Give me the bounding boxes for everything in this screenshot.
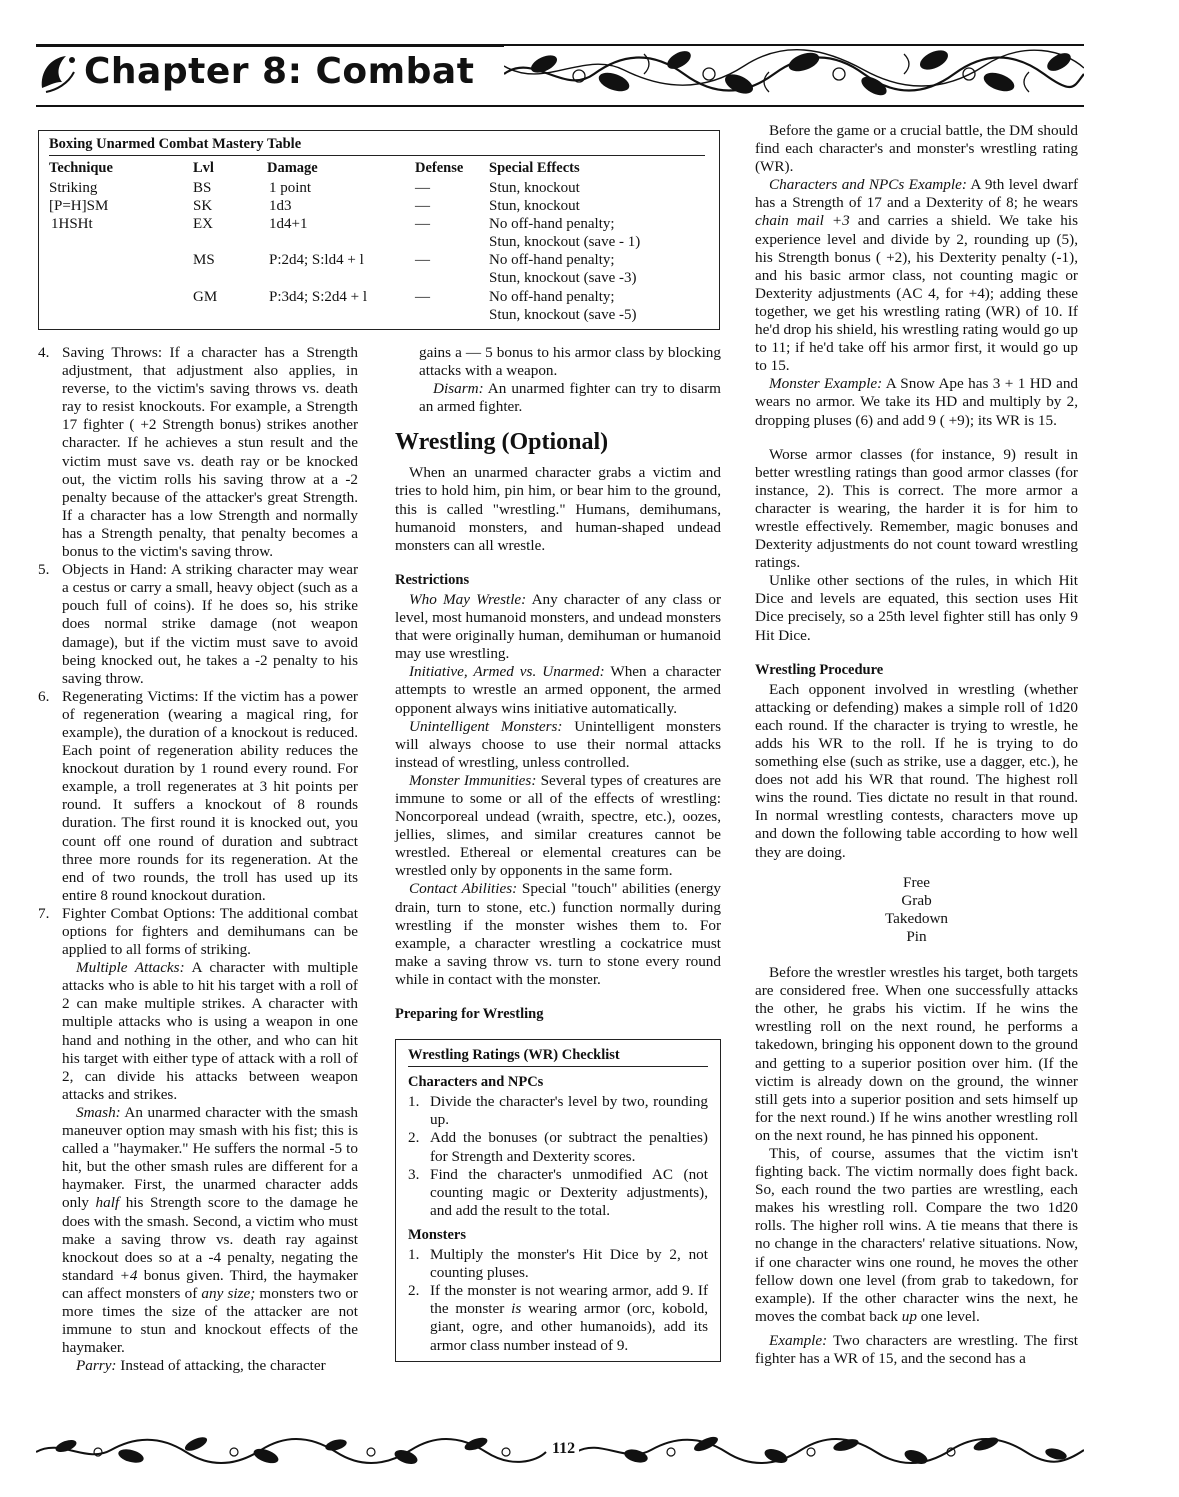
page-number: 112: [548, 1440, 579, 1458]
table-cell: —: [415, 198, 430, 214]
ladder-step: Takedown: [884, 909, 949, 927]
list-item: [38, 344, 358, 561]
body-text: Any character of any class or level, most humanoid monsters, and undead monsters that were originally human, demihuman or humanoid may use wrestling.: [395, 590, 722, 663]
col-header-lvl: Lvl: [193, 160, 214, 176]
list-item: [38, 905, 358, 1375]
column-right: [755, 122, 1078, 1368]
list-item: [408, 1246, 708, 1282]
col-header-damage: Damage: [267, 160, 318, 176]
initiative-paragraph: [395, 663, 721, 717]
emphasis: half: [95, 1194, 120, 1212]
list-item: [408, 1129, 708, 1165]
body-text: An unarmed character with the smash maneuver option may smash with his fist; this is called a "haymaker." He suffers the normal -5 to hit, but the other smash rules are different for a haymaker. First, the unarmed character adds only: [62, 1103, 358, 1212]
list-number: 6.: [38, 687, 50, 705]
parry-continued: gains a — 5 bonus to his armor class by blocking attacks with a weapon.: [419, 344, 721, 380]
table-cell: —: [415, 180, 430, 196]
body-text: If the monster is not wearing armor, add 9. If the monster: [430, 1282, 708, 1318]
list-item: [38, 688, 358, 905]
intro-paragraph: Before the game or a crucial battle, the DM should find each character's and monster's wrestling rating (WR).: [755, 122, 1078, 176]
table-cell: Stun, knockout (save -3): [489, 270, 637, 286]
armor-class-paragraph: Worse armor classes (for instance, 9) result in better wrestling ratings than good armor classes (for instance, 2). This is correct. The more armor a character is wearing, the harder it is for him to wrestle effectively. Remember, magic bonuses and Dexterity adjustments do not count toward wrestling ratings.: [755, 445, 1078, 572]
table-cell: GM: [193, 289, 218, 305]
checklist-characters: [408, 1093, 708, 1220]
subsection-heading: Restrictions: [395, 571, 470, 588]
ladder-step: Pin: [906, 927, 927, 945]
table-cell: 1d4+1: [269, 216, 308, 232]
table-cell: Stun, knockout: [489, 198, 580, 214]
character-example-paragraph: [755, 176, 1078, 375]
body-text: When a character attempts to wrestle an armed opponent, the armed opponent always wins initiative automatically.: [395, 663, 721, 717]
table-cell: —: [415, 216, 430, 232]
table-cell: 1 point: [269, 180, 312, 196]
col-header-technique: Technique: [49, 160, 113, 176]
ladder-step: Grab: [901, 891, 932, 909]
body-text: Unintelligent monsters will always choose to use their normal attacks instead of wrestling, unless controlled.: [395, 717, 722, 771]
table-cell: P:2d4; S:ld4 + l: [269, 252, 364, 268]
col-header-defense: Defense: [415, 160, 464, 176]
term-label: Monster Immunities:: [409, 771, 537, 789]
body-text: bonus given. Third, the haymaker can affect monsters of: [62, 1266, 358, 1302]
contact-abilities-paragraph: [395, 880, 721, 989]
emphasis: +4: [119, 1266, 138, 1284]
emphasis: up: [901, 1307, 917, 1325]
term-label: Who May Wrestle:: [409, 590, 527, 608]
table-cell: SK: [193, 198, 213, 214]
wrestling-intro: When an unarmed character grabs a victim and tries to hold him, pin him, or bear him to the ground, this is called "wrestling." Humans, demihumans, humanoid monsters, and human-shaped undead monsters can all wrestle.: [395, 464, 721, 554]
checklist-monsters: [408, 1246, 708, 1355]
fighter-combat-options-text: Fighter Combat Options: The additional combat options for fighters and demihumans can be applied to all forms of striking.: [62, 904, 358, 959]
checklist-subheading: Characters and NPCs: [408, 1074, 544, 1091]
term-label: Characters and NPCs Example:: [769, 176, 967, 194]
list-item: [38, 561, 358, 688]
checklist-subheading: Monsters: [408, 1226, 466, 1243]
numbered-list: [38, 344, 358, 1375]
column-middle: [395, 344, 721, 1362]
list-item: [408, 1166, 708, 1220]
who-may-wrestle-paragraph: [395, 591, 721, 663]
table-cell: No off-hand penalty;: [489, 216, 615, 232]
list-number: 4.: [38, 344, 50, 361]
term-label: Smash:: [76, 1103, 121, 1121]
regenerating-victims-text: Regenerating Victims: If the victim has a power of regeneration (wearing a magical ring, for example), the duration of a knockout is reduced. Each point of regeneration ability reduces the knockout duration by 1 round every round. For example, a troll regenerates at 3 hit points per round. It suffers a knockout of 8 rounds duration. The first round it is knocked out, you count off one round of duration and subtract three more rounds for its regeneration. At the end of two rounds, the troll has used up its entire 8 round knockout duration.: [62, 687, 358, 904]
term-label: Monster Example:: [769, 375, 883, 393]
list-number: 1.: [408, 1093, 420, 1111]
col-header-effects: Special Effects: [489, 160, 580, 176]
decorative-vine-band-icon: [504, 46, 1084, 100]
body-text: Special "touch" abilities (energy drain, turn to stone, etc.) function normally during wrestling if the monster wishes them to. For example, a character wrestling a cockatrice must make a saving throw vs. turn to stone every round while in contact with the monster.: [395, 880, 722, 988]
list-number: 7.: [38, 904, 50, 922]
list-number: 5.: [38, 561, 50, 579]
hit-dice-paragraph: Unlike other sections of the rules, in which Hit Dice and levels are equated, this section uses Hit Dice precisely, so a 25th level fighter still has only 9 Hit Dice.: [755, 572, 1078, 644]
emphasis: chain mail +3: [755, 212, 850, 230]
body-text: one level.: [916, 1307, 980, 1325]
body-text: A Snow Ape has 3 + 1 HD and wears no armor. We take its HD and multiply by 2, dropping pluses (6) and add 9 ( +9); its WR is 15.: [755, 375, 1079, 429]
ladder-step: Free: [903, 873, 930, 891]
emphasis: any size;: [201, 1284, 256, 1302]
checklist-title: Wrestling Ratings (WR) Checklist: [408, 1046, 708, 1067]
footer-ornament: [36, 1432, 1084, 1468]
monster-example-paragraph: [755, 375, 1078, 429]
table-cell: MS: [193, 252, 215, 268]
list-number: 3.: [408, 1165, 420, 1183]
body-text: wearing armor (orc, kobold, giant, ogre, and other humanoids), add its armor class number instead of 9.: [430, 1300, 708, 1354]
term-label: Example:: [769, 1331, 828, 1349]
page-title: Chapter 8: Combat: [84, 51, 475, 92]
wr-checklist-box: [395, 1039, 721, 1362]
procedure-paragraph: Each opponent involved in wrestling (whether attacking or defending) makes a simple roll of 1d20 each round. If the character is trying to wrestle, he adds his WR to the roll. If he is trying to do something else (such as strike, use a dagger, etc.), he does not add his WR that round. The highest roll wins the round. Ties dictate no result in that round. In normal wrestling contests, characters move up and down the following table according to how well they are doing.: [755, 680, 1078, 861]
table-title: Boxing Unarmed Combat Mastery Table: [49, 136, 302, 152]
table-cell: EX: [193, 216, 213, 232]
table-cell: No off-hand penalty;: [489, 252, 615, 268]
term-label: Disarm:: [433, 380, 484, 398]
body-text: Divide the character's level by two, rounding up.: [430, 1093, 708, 1129]
disarm-paragraph: [395, 380, 721, 416]
body-text: his Strength score to the damage he does with the smash. Second, a victim who must make a saving throw vs. death ray against knockout does so at a -4 penalty, negating the standard: [62, 1194, 358, 1284]
before-wrestling-paragraph: Before the wrestler wrestles his target, both targets are considered free. When one successfully attacks the other, he grabs his victim. If he wins the wrestling roll on the next round, he performs a takedown, bringing his opponent down to the ground and getting to a superior position over him. (If the victim is already down on the ground, the winner still gets into a superior position and sets himself up for the next round.) If he wins another wrestling roll on the next round, he has pinned his opponent.: [755, 964, 1078, 1144]
objects-in-hand-text: Objects in Hand: A striking character may wear a cestus or carry a small, heavy object (such as a pouch full of coins). If he does so, his strike does normal strike damage (not weapon damage), but if the victim must save to avoid being knocked out, he takes a -2 penalty to his saving throw.: [62, 561, 358, 687]
list-number: 2.: [408, 1282, 420, 1300]
emphasis: is: [511, 1300, 522, 1318]
unintelligent-monsters-paragraph: [395, 718, 721, 772]
table-cell: —: [415, 252, 430, 268]
multiple-attacks-paragraph: [62, 959, 358, 1104]
table-cell: Stun, knockout (save -5): [489, 307, 637, 323]
table-cell: P:3d4; S:2d4 + l: [269, 289, 368, 305]
list-item: [408, 1282, 708, 1354]
table-cell: Stun, knockout (save - 1): [489, 234, 641, 250]
table-cell: BS: [193, 180, 212, 196]
body-text: An unarmed fighter can try to disarm an armed fighter.: [419, 380, 721, 416]
list-item: [408, 1093, 708, 1129]
term-label: Multiple Attacks:: [76, 959, 185, 977]
body-text: monsters two or more times the size of the attacker are not immune to stun and knockout effects of the haymaker.: [62, 1284, 358, 1357]
body-text: Add the bonuses (or subtract the penalties) for Strength and Dexterity scores.: [430, 1129, 708, 1165]
chapter-header: [36, 44, 1084, 102]
table-cell: [P=H]SM: [49, 198, 109, 214]
section-heading: Wrestling (Optional): [395, 429, 609, 456]
body-text: Several types of creatures are immune to some or all of the effects of wrestling: Noncorporeal undead (wraith, spectre, etc.), oozes, jellies, slimes, and similar creatures cannot be wrestled. Ethereal or elemental creatures can be wrestled only by opponents in the same form.: [395, 771, 721, 880]
table-cell: Stun, knockout: [489, 180, 580, 196]
body-text: and carries a shield. We take his experience level and divide by 2, rounding up (5), his Strength bonus ( +2), his Dexterity penalty (-1), and his basic armor class, not counting magic or Dexterity adjustments (AC 4, for +4); adding these together, we get his wrestling rating (WR) of 10. If he'd drop his shield, his wrestling rating would go up to 11; if he'd take off his armor first, it would go up to 15.: [755, 212, 1078, 375]
monster-immunities-paragraph: [395, 772, 721, 881]
body-text: Instead of attacking, the character: [116, 1357, 326, 1375]
list-number: 1.: [408, 1246, 420, 1264]
body-text: Two characters are wrestling. The first fighter has a WR of 15, and the second has a: [755, 1331, 1078, 1367]
body-text: A 9th level dwarf has a Strength of 17 and a Dexterity of 8; he wears: [755, 176, 1079, 212]
body-text: Find the character's unmodified AC (not counting magic or Dexterity adjustments), and add the result to the total.: [430, 1165, 708, 1219]
body-text: This, of course, assumes that the victim isn't fighting back. The victim normally does fight back. So, each round the two parties are wrestling, each makes his wrestling roll. Compare the two 1d20 rolls. The higher roll wins. A tie means that there is no change in the characters' relative situations. Now, if one character wins one round, he moves the other fellow down one level (from grab to takedown, for example). If the other character wins the next, he moves the combat back: [755, 1144, 1078, 1325]
table-cell: No off-hand penalty;: [489, 289, 615, 305]
term-label: Unintelligent Monsters:: [409, 717, 563, 735]
column-left: [38, 344, 358, 1375]
leaf-ornament-icon: [36, 48, 80, 98]
body-text: A character with multiple attacks who is able to hit his target with a roll of 2 can make multiple strikes. A character with multiple attacks who is using a weapon in one hand and nothing in the other, and who can hit his target with either type of attack with a roll of 2, can divide his attacks between weapon attacks and strikes.: [62, 959, 359, 1103]
table-cell: 1d3: [269, 198, 292, 214]
table-rule: [49, 155, 705, 156]
boxing-mastery-table: [38, 130, 720, 330]
parry-paragraph: [62, 1357, 358, 1375]
wrestling-ladder: [755, 874, 1078, 946]
subsection-heading: Preparing for Wrestling: [395, 1006, 544, 1022]
term-label: Parry:: [76, 1357, 117, 1375]
list-number: 2.: [408, 1129, 420, 1147]
fighting-back-paragraph: [755, 1145, 1078, 1326]
example-paragraph: [755, 1332, 1078, 1368]
saving-throws-text: Saving Throws: If a character has a Strength adjustment, that adjustment also applies, in reverse, to the victim's saving throws vs. death ray to resist knockouts. For example, a Strength 17 fighter ( +2 Strength bonus) strikes another character. If he achieves a stun result and the victim must save vs. death ray or be knocked out, the victim rolls his saving throw at a -2 penalty because of the attacker's great Strength. If a character has a low Strength and normally has a Strength penalty, that penalty becomes a bonus to the victim's saving throw.: [62, 344, 358, 561]
body-text: Multiply the monster's Hit Dice by 2, not counting pluses.: [430, 1246, 708, 1282]
term-label: Contact Abilities:: [409, 880, 518, 898]
table-cell: 1HSHt: [51, 216, 93, 232]
subsection-heading: Wrestling Procedure: [755, 661, 884, 678]
term-label: Initiative, Armed vs. Unarmed:: [409, 663, 605, 681]
table-cell: Striking: [49, 180, 98, 196]
smash-paragraph: [62, 1104, 358, 1357]
table-cell: —: [415, 289, 430, 305]
